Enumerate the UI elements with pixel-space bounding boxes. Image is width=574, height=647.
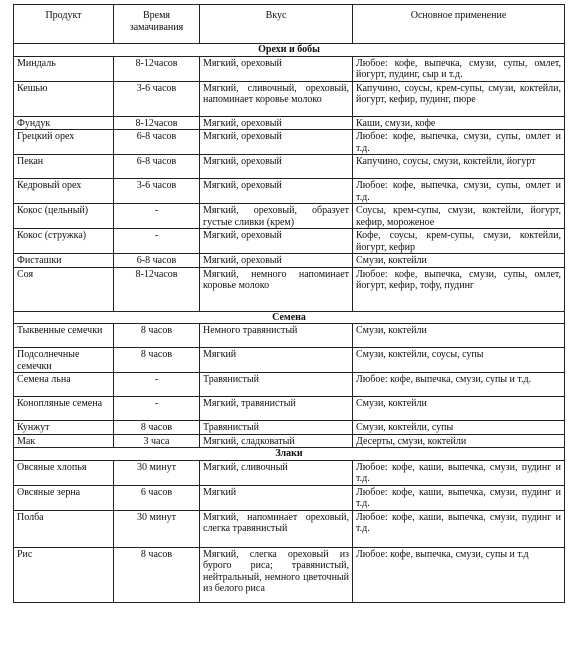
cell-taste: Мягкий, ореховый [200,254,353,268]
cell-product: Мак [14,434,114,448]
cell-product: Фисташки [14,254,114,268]
table-body [14,44,565,603]
cell-taste: Мягкий, сливочный, ореховый, напоминает коровье молоко [200,81,353,116]
table-row [14,324,565,348]
table-row [14,547,565,602]
cell-taste: Мягкий, напоминает ореховый, слегка травянистый [200,510,353,547]
cell-time: 6-8 часов [114,155,200,179]
header-use: Основное применение [353,5,565,44]
header-taste: Вкус [200,5,353,44]
cell-taste: Мягкий, ореховый [200,56,353,81]
cell-use: Смузи, коктейли [353,397,565,421]
cell-product: Пекан [14,155,114,179]
cell-use: Любое: кофе, выпечка, смузи, супы, омлет и т.д. [353,179,565,204]
cell-taste: Мягкий, ореховый [200,229,353,254]
cell-taste: Травянистый [200,421,353,435]
cell-use: Каши, смузи, кофе [353,116,565,130]
table-row [14,510,565,547]
cell-product: Полба [14,510,114,547]
cell-use: Соусы, крем-супы, смузи, коктейли, йогурт, кефир, мороженое [353,204,565,229]
section-row-grains [14,448,565,461]
table-row [14,421,565,435]
cell-product: Подсолнечные семечки [14,348,114,373]
table-row [14,254,565,268]
header-row [14,5,565,44]
cell-use: Смузи, коктейли [353,324,565,348]
cell-time: 8 часов [114,348,200,373]
cell-taste: Мягкий, немного напоминает коровье молоко [200,267,353,311]
table-row [14,348,565,373]
cell-time: 6 часов [114,485,200,510]
cell-use: Капучино, соусы, смузи, коктейли, йогурт [353,155,565,179]
cell-product: Рис [14,547,114,602]
header-time: Время замачивания [114,5,200,44]
cell-use: Смузи, коктейли [353,254,565,268]
table-row [14,179,565,204]
cell-taste: Мягкий, ореховый, образует густые сливки (крем) [200,204,353,229]
cell-time: 8-12часов [114,56,200,81]
section-title: Злаки [14,448,565,461]
cell-time: 8-12часов [114,267,200,311]
cell-taste: Немного травянистый [200,324,353,348]
cell-taste: Мягкий, травянистый [200,397,353,421]
cell-product: Кокос (стружка) [14,229,114,254]
header-product: Продукт [14,5,114,44]
cell-time: 30 минут [114,510,200,547]
cell-use: Любое: кофе, выпечка, смузи, супы и т.д. [353,373,565,397]
cell-use: Любое: кофе, выпечка, смузи, супы, омлет, йогурт, кефир, тофу, пудинг [353,267,565,311]
table-row [14,267,565,311]
cell-taste: Мягкий [200,348,353,373]
table-row [14,155,565,179]
table-row [14,460,565,485]
cell-time: 8 часов [114,547,200,602]
cell-use: Капучино, соусы, крем-супы, смузи, коктейли, йогурт, кефир, пудинг, пюре [353,81,565,116]
cell-time: - [114,204,200,229]
cell-time: - [114,397,200,421]
cell-product: Кунжут [14,421,114,435]
cell-product: Фундук [14,116,114,130]
section-row-nuts [14,44,565,57]
cell-product: Грецкий орех [14,130,114,155]
section-title: Орехи и бобы [14,44,565,57]
cell-use: Любое: кофе, каши, выпечка, смузи, пудинг и т.д. [353,510,565,547]
soaking-table [13,4,565,603]
table-row [14,204,565,229]
cell-time: 8 часов [114,324,200,348]
cell-product: Соя [14,267,114,311]
cell-product: Кешью [14,81,114,116]
cell-time: 8 часов [114,421,200,435]
cell-use: Любое: кофе, каши, выпечка, смузи, пудинг и т.д. [353,485,565,510]
cell-product: Миндаль [14,56,114,81]
table-row [14,434,565,448]
cell-time: 30 минут [114,460,200,485]
table-row [14,485,565,510]
cell-taste: Мягкий, сладковатый [200,434,353,448]
cell-product: Семена льна [14,373,114,397]
cell-use: Десерты, смузи, коктейли [353,434,565,448]
cell-taste: Мягкий, сливочный [200,460,353,485]
cell-product: Овсяные зерна [14,485,114,510]
table-row [14,81,565,116]
cell-taste: Травянистый [200,373,353,397]
cell-taste: Мягкий, ореховый [200,116,353,130]
table-row [14,130,565,155]
section-row-seeds [14,311,565,324]
cell-taste: Мягкий, слегка ореховый из бурого риса; травянистый, нейтральный, немного цветочный из белого риса [200,547,353,602]
cell-time: - [114,229,200,254]
cell-product: Кедровый орех [14,179,114,204]
cell-use: Кофе, соусы, крем-супы, смузи, коктейли, йогурт, кефир [353,229,565,254]
table-row [14,397,565,421]
cell-time: 3-6 часов [114,81,200,116]
cell-use: Любое: кофе, выпечка, смузи, супы и т.д [353,547,565,602]
cell-product: Овсяные хлопья [14,460,114,485]
cell-time: 6-8 часов [114,254,200,268]
table-row [14,229,565,254]
table-row [14,116,565,130]
cell-product: Конопляные семена [14,397,114,421]
cell-use: Любое: кофе, выпечка, смузи, супы, омлет, йогурт, пудинг, сыр и т.д. [353,56,565,81]
cell-use: Любое: кофе, выпечка, смузи, супы, омлет и т.д. [353,130,565,155]
section-title: Семена [14,311,565,324]
cell-time: 3-6 часов [114,179,200,204]
cell-taste: Мягкий, ореховый [200,155,353,179]
cell-time: - [114,373,200,397]
cell-taste: Мягкий [200,485,353,510]
table-row [14,56,565,81]
cell-taste: Мягкий, ореховый [200,130,353,155]
cell-product: Тыквенные семечки [14,324,114,348]
cell-time: 8-12часов [114,116,200,130]
table-row [14,373,565,397]
cell-use: Смузи, коктейли, соусы, супы [353,348,565,373]
cell-time: 3 часа [114,434,200,448]
cell-taste: Мягкий, ореховый [200,179,353,204]
cell-use: Смузи, коктейли, супы [353,421,565,435]
cell-time: 6-8 часов [114,130,200,155]
cell-use: Любое: кофе, каши, выпечка, смузи, пудинг и т.д. [353,460,565,485]
cell-product: Кокос (цельный) [14,204,114,229]
